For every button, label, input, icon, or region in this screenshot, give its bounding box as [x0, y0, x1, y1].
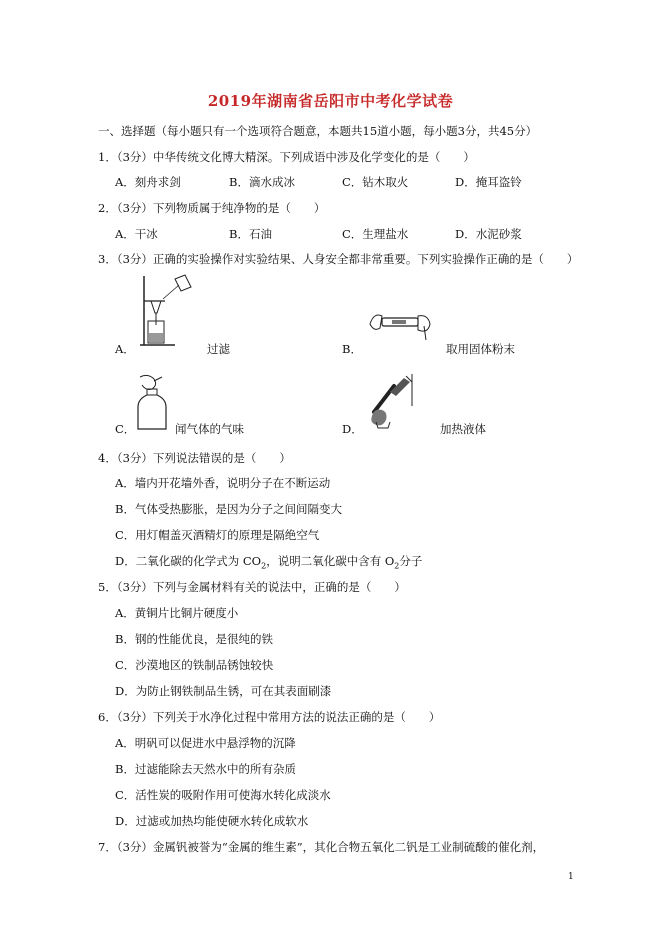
- q2-option-b[interactable]: B．石油: [229, 227, 272, 241]
- q2-option-d[interactable]: D．水泥砂浆: [455, 227, 522, 241]
- q2-option-a[interactable]: A．干冰: [115, 227, 158, 241]
- q3-option-a[interactable]: A．: [115, 342, 135, 356]
- exam-title: 2019年湖南省岳阳市中考化学试卷: [207, 92, 454, 110]
- q3-option-b-caption: 取用固体粉末: [446, 342, 515, 356]
- q5-option-a[interactable]: A．黄铜片比铜片硬度小: [115, 606, 239, 620]
- heating-liquid-illustration: [368, 372, 424, 430]
- q3-stem: 3．（3分）正确的实验操作对实验结果、人身安全都非常重要。下列实验操作正确的是（ ）: [98, 252, 579, 266]
- q4-option-b[interactable]: B．气体受热膨胀，是因为分子之间间隔变大: [115, 502, 342, 516]
- q3-option-c-caption: 闻气体的气味: [175, 422, 244, 436]
- q1-option-a[interactable]: A．刻舟求剑: [115, 175, 181, 189]
- q1-option-c[interactable]: C．钻木取火: [342, 175, 409, 189]
- q1-option-d[interactable]: D．掩耳盗铃: [455, 175, 522, 189]
- q3-option-d-caption: 加热液体: [440, 422, 486, 436]
- q3-option-b[interactable]: B．: [342, 342, 362, 356]
- q6-option-b[interactable]: B．过滤能除去天然水中的所有杂质: [115, 762, 296, 776]
- subscript: 2: [261, 561, 267, 571]
- page-number: 1: [568, 872, 574, 882]
- smell-gas-illustration: [134, 373, 170, 431]
- q5-option-c[interactable]: C．沙漠地区的铁制品锈蚀较快: [115, 658, 274, 672]
- q4-stem: 4．（3分）下列说法错误的是（ ）: [98, 451, 291, 465]
- q4-option-d-text-end: 分子: [399, 554, 423, 568]
- q2-stem: 2．（3分）下列物质属于纯净物的是（ ）: [98, 201, 326, 215]
- q7-stem: 7．（3分）金属钒被誉为“金属的维生素”，其化合物五氧化二钒是工业制硫酸的催化剂，: [98, 840, 545, 854]
- q4-option-c[interactable]: C．用灯帽盖灭酒精灯的原理是隔绝空气: [115, 528, 320, 542]
- q3-option-a-caption: 过滤: [207, 342, 230, 356]
- q4-option-a[interactable]: A．墙内开花墙外香，说明分子在不断运动: [115, 476, 331, 490]
- q5-stem: 5．（3分）下列与金属材料有关的说法中，正确的是（ ）: [98, 580, 406, 594]
- subscript: 2: [394, 561, 400, 571]
- q5-option-d[interactable]: D．为防止钢铁制品生锈，可在其表面刷漆: [115, 684, 332, 698]
- q6-stem: 6．（3分）下列关于水净化过程中常用方法的说法正确的是（ ）: [98, 710, 441, 724]
- q6-option-d[interactable]: D．过滤或加热均能使硬水转化成软水: [115, 814, 309, 828]
- q5-option-b[interactable]: B．钢的性能优良，是很纯的铁: [115, 632, 273, 646]
- q1-stem: 1．（3分）中华传统文化博大精深。下列成语中涉及化学变化的是（ ）: [98, 150, 475, 164]
- q1-option-b[interactable]: B．滴水成冰: [229, 175, 295, 189]
- q2-option-c[interactable]: C．生理盐水: [342, 227, 409, 241]
- q6-option-c[interactable]: C．活性炭的吸附作用可使海水转化成淡水: [115, 788, 331, 802]
- section-heading: 一、选择题（每小题只有一个选项符合题意，本题共15道小题，每小题3分，共45分）: [98, 124, 538, 138]
- q3-option-d[interactable]: D．: [342, 422, 363, 436]
- powder-illustration: [368, 306, 433, 342]
- q4-option-d-text: D．二氧化碳的化学式为 CO: [115, 554, 262, 568]
- q4-option-d[interactable]: [115, 554, 422, 573]
- q6-option-a[interactable]: A．明矾可以促进水中悬浮物的沉降: [115, 736, 296, 750]
- q3-option-c[interactable]: C．: [115, 422, 136, 436]
- filtration-illustration: [135, 273, 195, 348]
- q4-option-d-text-mid: ，说明二氧化碳中含有 O: [266, 554, 395, 568]
